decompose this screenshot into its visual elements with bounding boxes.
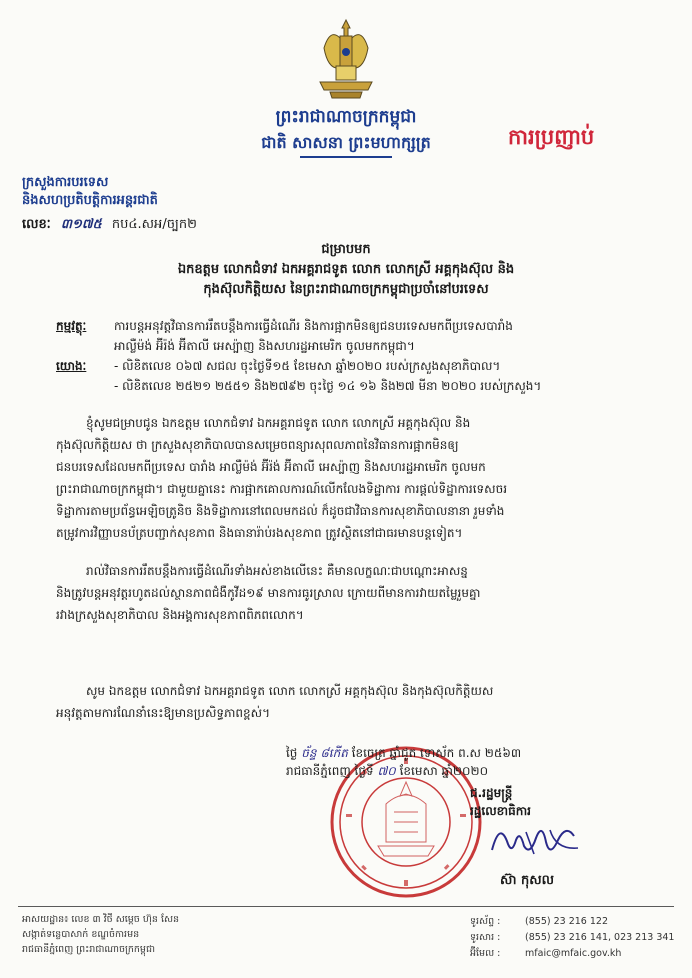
signer-name: ស៊ា កុសល [500, 873, 555, 888]
body-paragraph-2 [56, 560, 664, 626]
paragraph-line: សូម ឯកឧត្តម លោកជំទាវ ឯកអគ្គរាជទូត លោក លោកស្រី អគ្គកុងស៊ុល និងកុងស៊ុលកិត្តិយស [86, 684, 494, 698]
paragraph-line: ទិដ្ឋាការតាមប្រព័ន្ធអេឡិចត្រូនិច និងទិដ្ឋាការនៅពេលមកដល់ ក៏ដូចជាវិធានការសុខាភិបាលនានា រួមទាំង [56, 504, 505, 518]
kingdom-motto: ជាតិ សាសនា ព្រះមហាក្សត្រ [261, 133, 431, 152]
paragraph-line: ខ្ញុំសូមជម្រាបជូន ឯកឧត្តម លោកជំទាវ ឯកអគ្គរាជទូត លោក លោកស្រី អគ្គកុងស៊ុល និង [86, 416, 471, 430]
lunar-date [286, 744, 666, 762]
subject-text: ការបន្តអនុវត្តវិធានការរឹតបន្តឹងការធ្វើដំណើរ និងការផ្អាកមិនឲ្យជនបរទេសមកពីប្រទេសបារាំង [114, 319, 513, 333]
signer-role-line1: ជ.រដ្ឋមន្ត្រី [470, 786, 513, 800]
reference-label: យោងៈ [56, 359, 87, 373]
body-paragraph-3 [56, 680, 664, 724]
ministry-subname: និងសហប្រតិបត្តិការអន្តរជាតិ [22, 193, 158, 208]
ministry-name: ក្រសួងការបរទេស [22, 175, 109, 190]
footer-address [22, 912, 179, 957]
footer-contacts [470, 914, 674, 962]
subject-reference-block [56, 316, 666, 396]
solar-date-rest: ខែមេសា ឆ្នាំ២០២០ [399, 764, 489, 778]
reference-item: - លិខិតលេខ ២៥២១ ២៥៥១ និង២៧៩២ ចុះថ្ងៃ ១៤ ១៦ និង២៧ មីនា ២០២០ របស់ក្រសួង។ [114, 379, 542, 393]
reference-row-continued [56, 376, 666, 396]
kingdom-title: ព្រះរាជាណាចក្រកម្ពុជា [275, 107, 417, 127]
fax-value: (855) 23 216 141, 023 213 341 [525, 932, 675, 943]
footer-address-line: សង្កាត់ទន្លេបាសាក់ ខណ្ឌចំការមន [22, 929, 140, 940]
subject-row [56, 316, 666, 336]
phone-label: ទូរស័ព្ទ : [470, 916, 501, 927]
email-value: mfaic@mfaic.gov.kh [525, 948, 622, 959]
handwritten-signature [486, 810, 586, 868]
paragraph-line: ព្រះរាជាណាចក្រកម្ពុជា។ ជាមួយគ្នានេះ ការផ្អាកគោលការណ៍លើកលែងទិដ្ឋាការ ការផ្តល់ទិដ្ឋាការទេសចរ [56, 482, 508, 496]
signer-role-line2: រដ្ឋលេខាធិការ [470, 804, 531, 818]
subject-label: កម្មវត្ថុៈ [56, 319, 87, 333]
addressee-block [0, 240, 692, 300]
solar-date-day: ៧០ [377, 764, 396, 778]
lunar-date-prefix: ថ្ងៃ [286, 746, 298, 760]
addressee-intro: ជម្រាបមក [321, 242, 371, 257]
paragraph-line: កុងស៊ុលកិត្តិយស ថា ក្រសួងសុខាភិបាលបានសម្រេចពន្យារសុពលភាពនៃវិធានការផ្អាកមិនឲ្យ [56, 438, 459, 452]
footer-divider [18, 906, 674, 907]
motto-divider [300, 156, 392, 158]
fax-label: ទូរសារ : [470, 932, 501, 943]
footer-email [470, 946, 674, 962]
phone-value: (855) 23 216 122 [525, 916, 608, 927]
reference-number-line [22, 216, 197, 235]
addressee-line: ឯកឧត្តម លោកជំទាវ ឯកអគ្គរាជទូត លោក លោកស្រី អគ្គកុងស៊ុល និង [177, 262, 515, 277]
addressee-line: កុងស៊ុលកិត្តិយស នៃព្រះរាជាណាចក្រកម្ពុជាប្រចាំនៅបរទេស [203, 282, 489, 297]
footer-address-line: រាជធានីភ្នំពេញ ព្រះរាជាណាចក្រកម្ពុជា [22, 944, 155, 955]
date-block [286, 744, 666, 780]
paragraph-line: ជនបរទេសដែលមកពីប្រទេស បារាំង អាល្លឺម៉ង់ អ៊ីរ៉ង់ អ៊ីតាលី អេស្ប៉ាញ និងសហរដ្ឋអាមេរិក ចូលមក [56, 460, 486, 474]
subject-row-continued [56, 336, 666, 356]
paragraph-line: រាល់វិធានការរឹតបន្តឹងការធ្វើដំណើរទាំងអស់ខាងលើនេះ គឺមានលក្ខណៈជាបណ្តោះអាសន្ន [86, 564, 468, 578]
footer-fax [470, 930, 674, 946]
priority-stamp: ការប្រញាប់ [508, 125, 595, 149]
subject-text: អាល្លឺម៉ង់ អ៊ីរ៉ង់ អ៊ីតាលី អេស្ប៉ាញ និងសហរដ្ឋអាមេរិក ចូលមកកម្ពុជា។ [114, 339, 415, 353]
paragraph-line: អនុវត្តតាមការណែនាំនេះឱ្យមានប្រសិទ្ធភាពខ្ពស់។ [56, 706, 270, 720]
footer-address-line: អាសយដ្ឋាន៖ លេខ ៣ វិថី សម្តេច ហ៊ុន សែន [22, 914, 180, 925]
body-paragraph-1 [56, 412, 664, 544]
paragraph-line: រវាងក្រសួងសុខាភិបាល និងអង្គការសុខភាពពិភពលោក។ [56, 608, 304, 622]
ref-label: លេខៈ [22, 217, 51, 232]
ref-code: កប៤.សអ/ច្បក២ [111, 217, 197, 232]
solar-date-prefix: រាជធានីភ្នំពេញ ថ្ងៃទី [286, 764, 374, 778]
paragraph-line: តម្រូវការវិញ្ញាបនប័ត្របញ្ជាក់សុខភាព និងធានារ៉ាប់រងសុខភាព ត្រូវស្ថិតនៅជាធរមានបន្តទៀត។ [56, 526, 463, 540]
lunar-date-handwritten: ច័ន្ទ ៨កើត [301, 746, 348, 760]
solar-date [286, 762, 666, 780]
royal-coat-of-arms-icon [316, 18, 376, 100]
ref-number: ៣១៧៥ [60, 217, 102, 232]
paragraph-line: និងត្រូវបន្តអនុវត្តរហូតដល់ស្ថានភាពជំងឺកូវីដ១៩ មានការធូរស្រាល ក្រោយពីមានការវាយតម្លៃរួមគ្នា [56, 586, 481, 600]
reference-item: - លិខិតលេខ ០៦៧ សជល ចុះថ្ងៃទី១៥ ខែមេសា ឆ្នាំ២០២០ របស់ក្រសួងសុខាភិបាល។ [114, 359, 501, 373]
reference-row [56, 356, 666, 376]
lunar-date-rest: ខែចេត្រ ឆ្នាំជូត ទោស័ក ព.ស ២៥៦៣ [351, 746, 522, 760]
email-label: អ៊ីមែល : [470, 948, 501, 959]
footer-phone [470, 914, 674, 930]
